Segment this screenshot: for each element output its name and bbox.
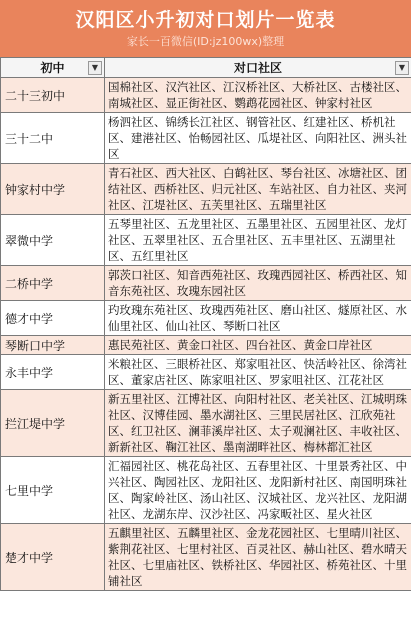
table-row [1, 113, 411, 164]
table-row [1, 336, 411, 355]
school-cell[interactable]: 德才中学 [1, 301, 105, 336]
communities-cell[interactable]: 米粮社区、三眼桥社区、郑家咀社区、快活岭社区、徐湾社区、董家店社区、陈家咀社区、罗家咀社区、江花社区 [105, 355, 411, 390]
table-row [1, 390, 411, 457]
filter-dropdown-icon[interactable]: ▼ [395, 61, 409, 75]
table-row [1, 78, 411, 113]
school-cell[interactable]: 二桥中学 [1, 266, 105, 301]
table-row [1, 355, 411, 390]
communities-cell[interactable]: 玓玫瑰东苑社区、玫瑰西苑社区、磨山社区、燧原社区、水仙里社区、仙山社区、琴断口社区 [105, 301, 411, 336]
school-cell[interactable]: 拦江堤中学 [1, 390, 105, 457]
assignment-table [0, 57, 411, 591]
page-title: 汉阳区小升初对口划片一览表 [75, 9, 336, 31]
communities-cell[interactable]: 汇福园社区、桃花岛社区、五春里社区、十里景秀社区、中兴社区、陶园社区、龙阳社区、龙阳新村社区、南国明珠社区、陶家岭社区、汤山社区、汉城社区、龙兴社区、龙阳湖社区、龙湖东岸、汉沙社区、冯家畈社区、星火社区 [105, 457, 411, 524]
school-cell[interactable]: 永丰中学 [1, 355, 105, 390]
table-row [1, 301, 411, 336]
communities-cell[interactable]: 郭茨口社区、知音西苑社区、玫瑰西园社区、桥西社区、知音东苑社区、玫瑰东园社区 [105, 266, 411, 301]
communities-cell[interactable]: 五麒里社区、五麟里社区、金龙花园社区、七里晴川社区、紫荆花社区、七里村社区、百灵社区、赫山社区、碧水晴天社区、七里庙社区、铁桥社区、华园社区、桥苑社区、十里铺社区 [105, 524, 411, 591]
table-row [1, 524, 411, 591]
table-row [1, 266, 411, 301]
table-row [1, 164, 411, 215]
page-subtitle: 家长一百微信(ID:jz100wx)整理 [126, 35, 285, 48]
school-cell[interactable]: 钟家村中学 [1, 164, 105, 215]
school-cell[interactable]: 七里中学 [1, 457, 105, 524]
school-cell[interactable]: 琴断口中学 [1, 336, 105, 355]
school-cell[interactable]: 二十三初中 [1, 78, 105, 113]
column-header-school[interactable] [1, 58, 105, 78]
table-row [1, 457, 411, 524]
header-banner [0, 0, 411, 57]
school-cell[interactable]: 翠微中学 [1, 215, 105, 266]
column-header-school-label: 初中 [40, 61, 65, 75]
communities-cell[interactable]: 国棉社区、汉汽社区、江汉桥社区、大桥社区、古楼社区、南城社区、显正街社区、鹦鹉花园社区、钟家村社区 [105, 78, 411, 113]
table-row [1, 215, 411, 266]
column-header-communities-label: 对口社区 [233, 61, 282, 75]
filter-dropdown-icon[interactable]: ▼ [88, 61, 102, 75]
table-header-row [1, 58, 411, 78]
communities-cell[interactable]: 新五里社区、江博社区、向阳村社区、老关社区、江城明珠社区、汉博佳园、墨水湖社区、三里民居社区、江欣苑社区、红卫社区、澜菲溪岸社区、太子观澜社区、丰收社区、新新社区、鞠江社区、墨南湖畔社区、梅林都汇社区 [105, 390, 411, 457]
communities-cell[interactable]: 惠民苑社区、黄金口社区、四台社区、黄金口岸社区 [105, 336, 411, 355]
communities-cell[interactable]: 青石社区、西大社区、白鹤社区、琴台社区、冰塘社区、团结社区、西桥社区、归元社区、车站社区、自力社区、夹河社区、江堤社区、五芙里社区、五瑞里社区 [105, 164, 411, 215]
school-cell[interactable]: 楚才中学 [1, 524, 105, 591]
school-cell[interactable]: 三十二中 [1, 113, 105, 164]
communities-cell[interactable]: 杨泗社区、锦绣长江社区、钢管社区、红建社区、桥机社区、建港社区、怡畅园社区、瓜堤社区、向阳社区、洲头社区 [105, 113, 411, 164]
column-header-communities[interactable] [105, 58, 411, 78]
communities-cell[interactable]: 五琴里社区、五龙里社区、五墨里社区、五园里社区、龙灯社区、五翠里社区、五合里社区、五丰里社区、五湖里社区、五红里社区 [105, 215, 411, 266]
